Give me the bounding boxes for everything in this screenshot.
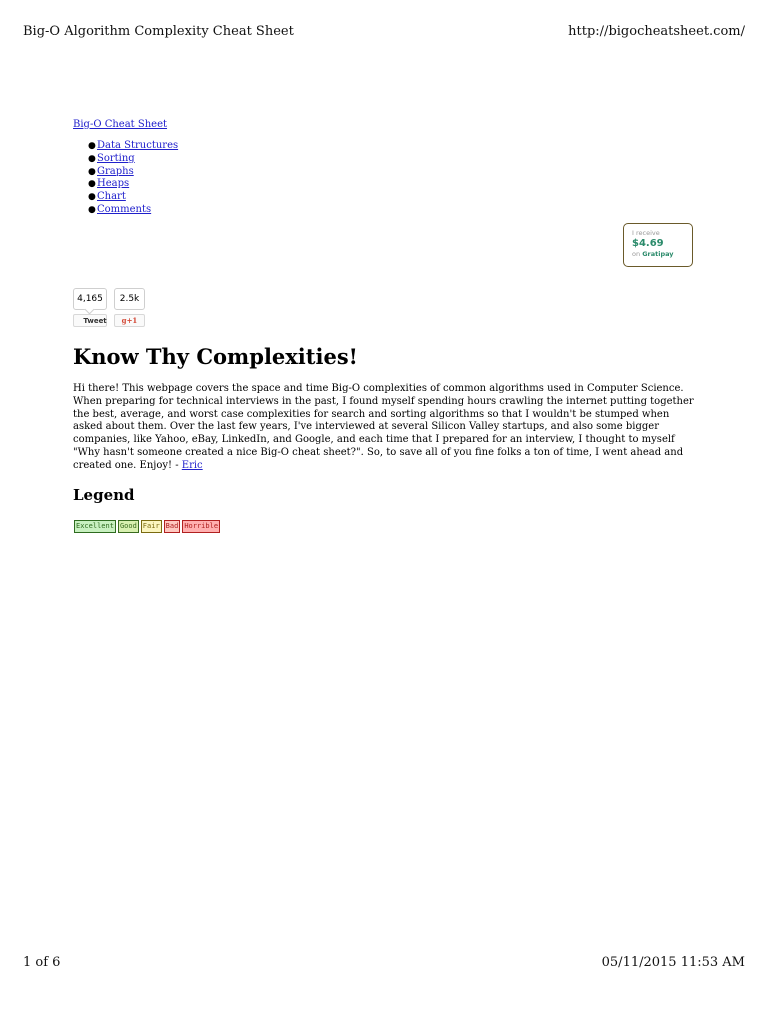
intro-paragraph [73,383,697,473]
gratipay-on-label: on [632,250,641,258]
page-content [73,112,697,530]
gratipay-brand-line [632,250,692,259]
legend-bad: Bad [164,520,181,533]
bullet-icon: ● [88,179,96,190]
print-title: Big-O Algorithm Complexity Cheat Sheet [23,24,294,39]
nav-item-heaps [89,178,697,191]
page-title: Know Thy Complexities! [73,344,358,369]
gratipay-amount: $4.69 [632,238,664,249]
bullet-icon: ● [88,192,96,203]
google-plus-button[interactable]: g+1 [114,314,145,327]
print-footer [23,955,745,970]
tweet-button[interactable]: Tweet [73,314,107,327]
bullet-icon: ● [88,153,96,164]
nav-item-data-structures [89,140,697,153]
legend-horrible: Horrible [182,520,220,533]
legend-excellent: Excellent [74,520,116,533]
nav-link-graphs[interactable]: Graphs [97,165,134,177]
legend-heading: Legend [73,486,135,504]
intro-text: Hi there! This webpage covers the space and time Big-O complexities of common algorithms used in Computer Science. When preparing for technical interviews in the past, I found myself spending hours crawling the internet putting together the best, average, and worst case complexities for search and sorting algorithms so that I wouldn't be stumped when asked about them. Over the last few years, I've interviewed at several Silicon Valley startups, and also some bigger companies, like Yahoo, eBay, LinkedIn, and Google, and each time that I prepared for an interview, I thought to myself "Why hasn't someone created a nice Big-O cheat sheet?". So, to save all of you fine folks a ton of time, I went ahead and created one. Enjoy! - [73,383,694,471]
legend [74,520,220,533]
nav-link-heaps[interactable]: Heaps [97,178,130,190]
print-datetime: 05/11/2015 11:53 AM [601,955,745,970]
page-number: 1 of 6 [23,955,61,970]
legend-fair: Fair [141,520,162,533]
plus-count-badge: 2.5k [114,288,145,310]
bullet-icon: ● [88,166,96,177]
legend-good: Good [118,520,139,533]
gratipay-widget[interactable] [623,223,693,267]
nav-item-chart [89,191,697,204]
gratipay-receive-label: I receive [632,229,660,237]
nav-link-chart[interactable]: Chart [97,191,126,203]
bullet-icon: ● [88,141,96,151]
nav-item-graphs [89,166,697,179]
nav-item-comments [89,204,697,217]
nav-link-data-structures[interactable]: Data Structures [97,140,179,151]
tweet-count-badge: 4,165 [73,288,107,310]
bullet-icon: ● [88,204,96,215]
nav-link-sorting[interactable]: Sorting [97,152,135,164]
site-home-link[interactable]: Big-O Cheat Sheet [73,119,168,130]
print-header [23,24,745,39]
print-url: http://bigocheatsheet.com/ [568,24,745,39]
social-share-bar [73,288,173,330]
gratipay-brand: Gratipay [642,250,674,258]
nav-link-comments[interactable]: Comments [97,203,152,215]
nav-item-sorting [89,153,697,166]
author-link[interactable]: Eric [181,459,203,471]
section-nav [73,140,697,217]
